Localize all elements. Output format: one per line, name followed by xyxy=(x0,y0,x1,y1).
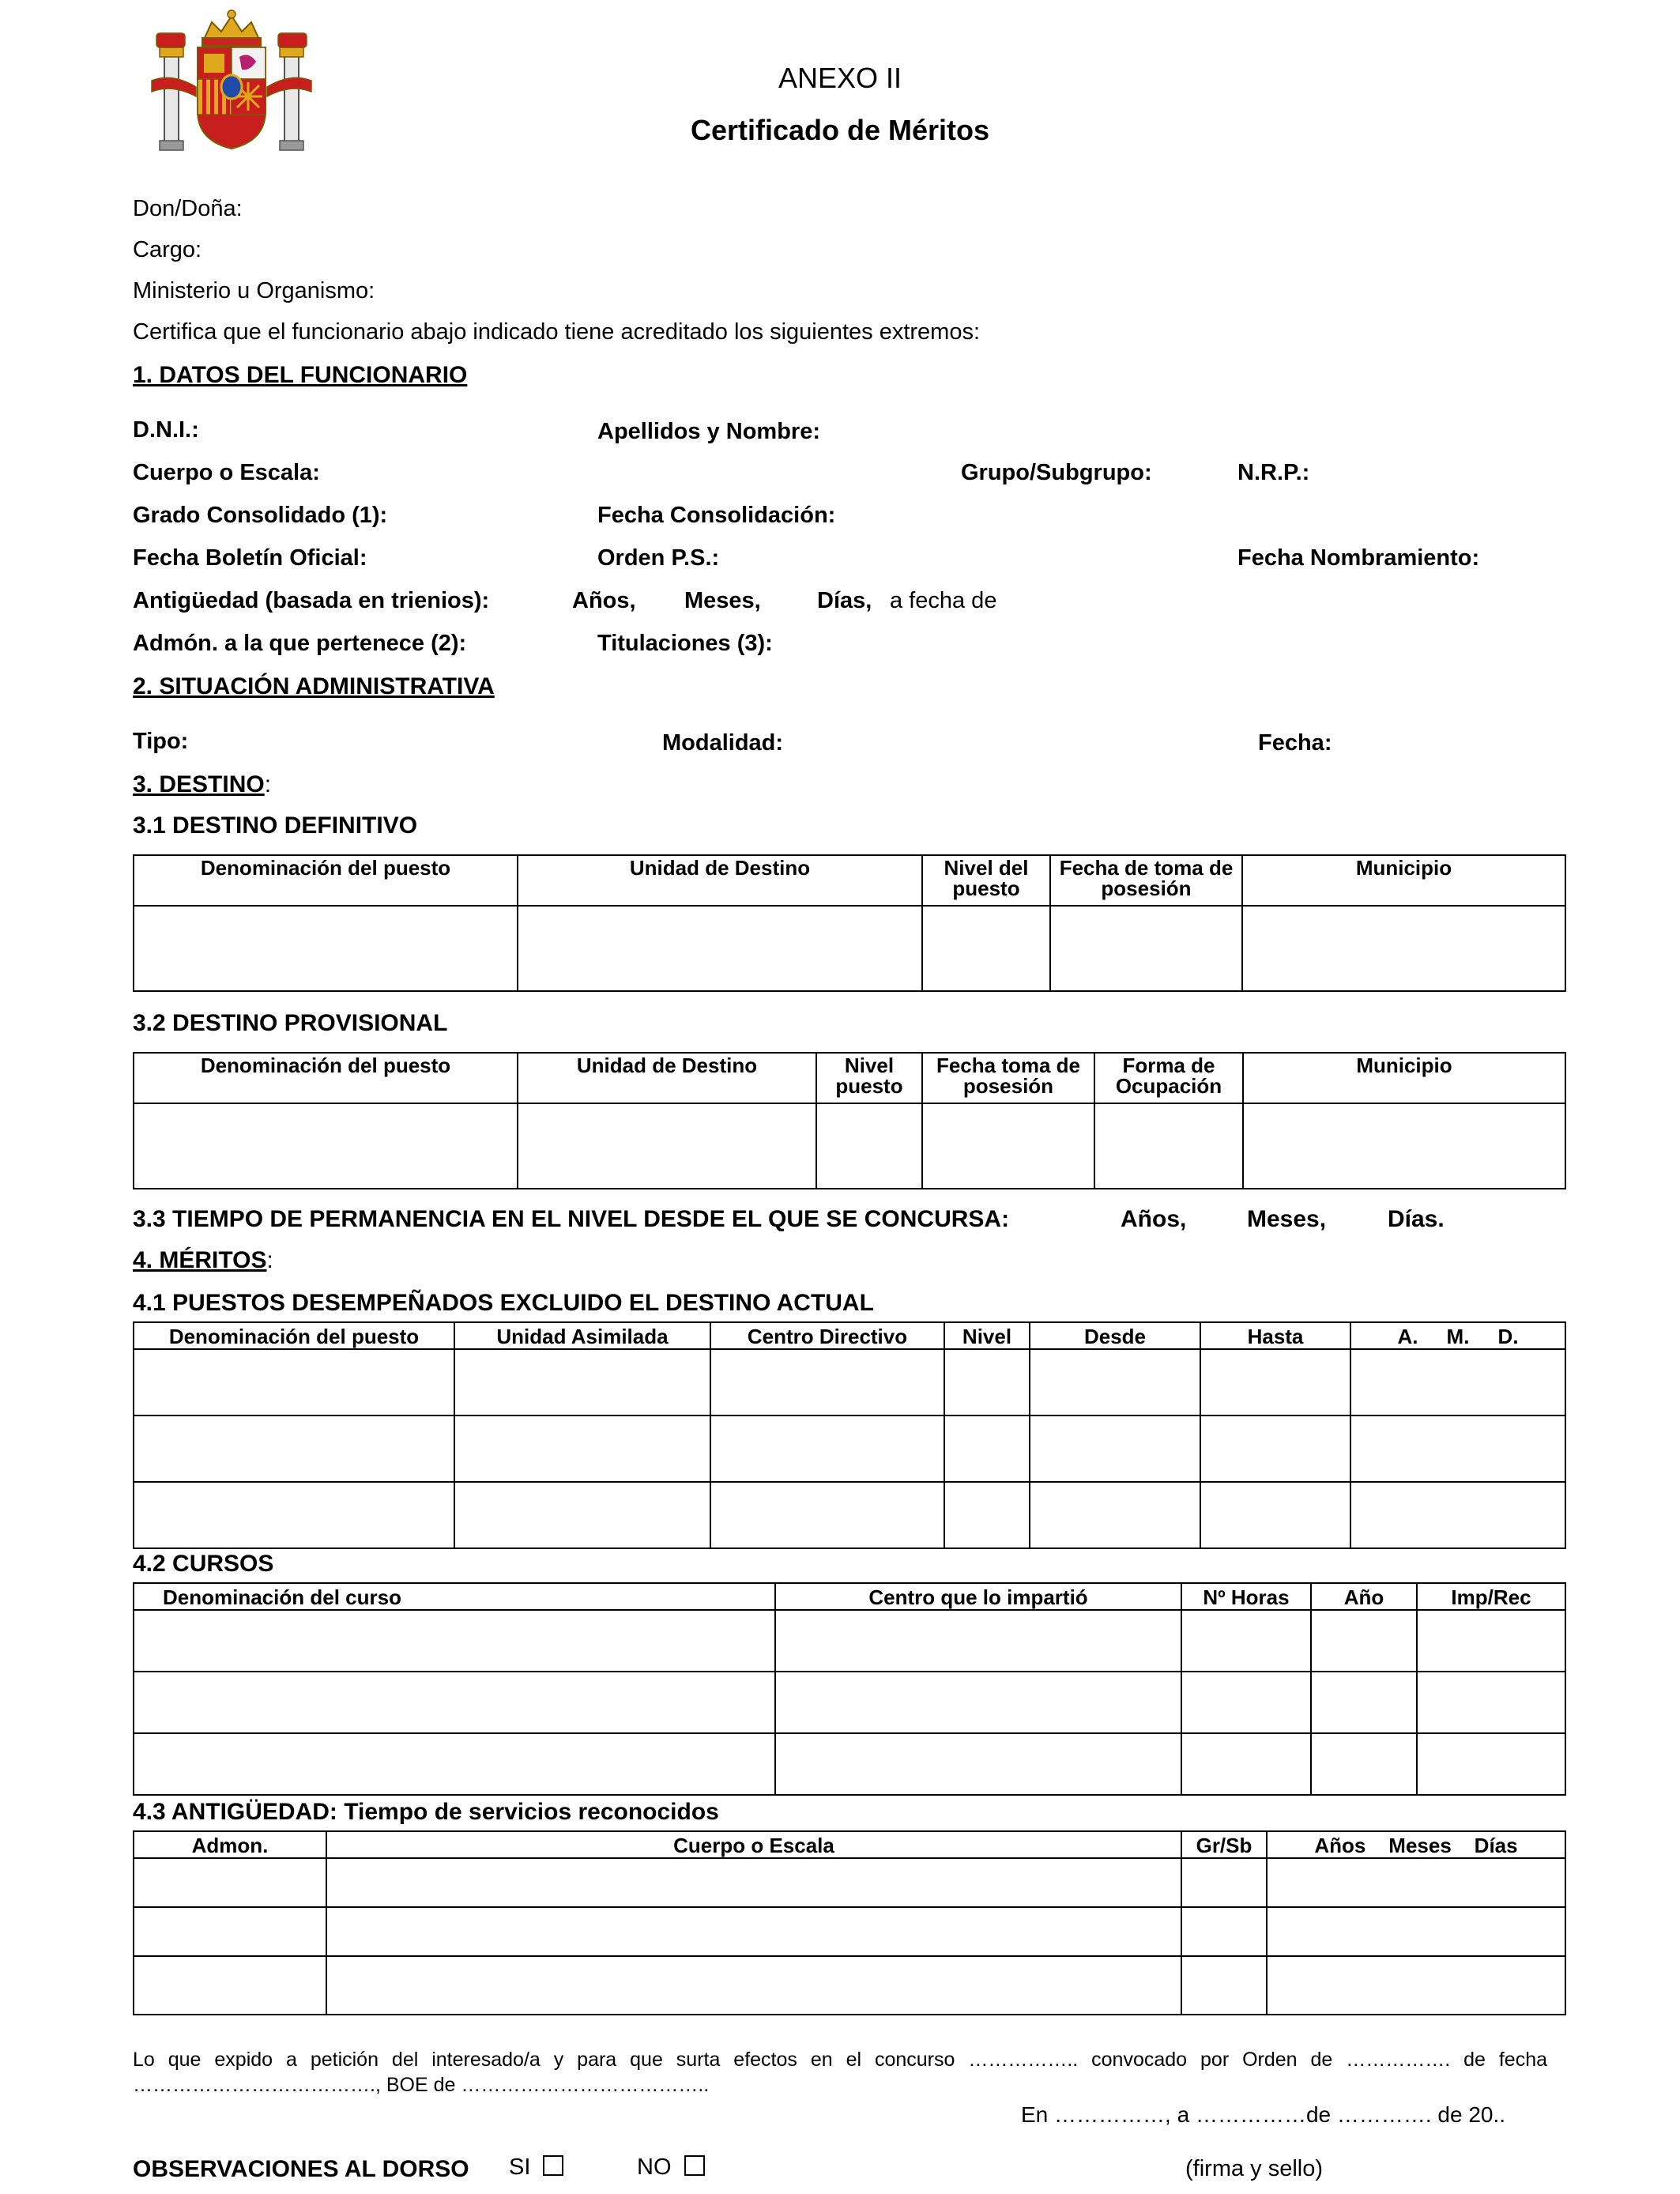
table-cell[interactable] xyxy=(454,1482,710,1548)
col-centro: Centro que lo impartió xyxy=(775,1583,1181,1610)
table-cell[interactable] xyxy=(518,1103,816,1189)
table-cell[interactable] xyxy=(775,1733,1181,1795)
section-4-1-title: 4.1 PUESTOS DESEMPEÑADOS EXCLUIDO EL DESTINO ACTUAL xyxy=(133,1290,874,1316)
table-cell[interactable] xyxy=(1200,1482,1350,1548)
table-cell[interactable] xyxy=(1181,1956,1267,2015)
table-cell[interactable] xyxy=(1030,1349,1200,1416)
col-fecha-toma: Fecha toma de posesión xyxy=(922,1053,1094,1103)
col-denominacion: Denominación del puesto xyxy=(134,1322,454,1349)
table-cell[interactable] xyxy=(134,1349,454,1416)
section-3-title xyxy=(133,771,271,798)
section-4-3-title-b: : Tiempo de servicios reconocidos xyxy=(329,1799,719,1825)
col-denominacion: Denominación del puesto xyxy=(134,1053,518,1103)
col-nivel: Nivel xyxy=(944,1322,1030,1349)
table-cell[interactable] xyxy=(1311,1733,1417,1795)
col-centro-directivo: Centro Directivo xyxy=(710,1322,944,1349)
table-cell[interactable] xyxy=(1417,1733,1565,1795)
col-nivel: Nivel del puesto xyxy=(922,855,1050,906)
table-cell[interactable] xyxy=(1311,1672,1417,1733)
col-unidad-asimilada: Unidad Asimilada xyxy=(454,1322,710,1349)
grado-label: Grado Consolidado (1): xyxy=(133,503,388,528)
table-cell[interactable] xyxy=(134,1482,454,1548)
table-cell[interactable] xyxy=(134,1610,775,1672)
destino-definitivo-table xyxy=(133,854,1566,992)
table-cell[interactable] xyxy=(710,1416,944,1482)
section-4-3-title xyxy=(133,1799,719,1826)
col-desde: Desde xyxy=(1030,1322,1200,1349)
fecha-nombramiento-label: Fecha Nombramiento: xyxy=(1237,545,1480,571)
antiguedad-table xyxy=(133,1830,1566,2015)
titulaciones-label: Titulaciones (3): xyxy=(597,631,773,656)
table-cell[interactable] xyxy=(1417,1610,1565,1672)
section-3-colon: : xyxy=(264,771,272,797)
cargo-label: Cargo: xyxy=(133,237,202,262)
table-cell[interactable] xyxy=(1267,1858,1565,1907)
observaciones-no xyxy=(637,2154,705,2181)
table-cell[interactable] xyxy=(944,1416,1030,1482)
col-unidad-destino: Unidad de Destino xyxy=(518,855,922,906)
firma-sello-label: (firma y sello) xyxy=(1185,2156,1324,2181)
si-checkbox[interactable] xyxy=(543,2155,563,2176)
col-amd: A. M. D. xyxy=(1350,1322,1565,1349)
col-gr-sb: Gr/Sb xyxy=(1181,1831,1267,1858)
section-4-colon: : xyxy=(266,1247,273,1273)
table-cell[interactable] xyxy=(1311,1610,1417,1672)
section-4-title-text: 4. MÉRITOS xyxy=(133,1247,267,1273)
section-2-title: 2. SITUACIÓN ADMINISTRATIVA xyxy=(133,673,495,699)
col-unidad-destino: Unidad de Destino xyxy=(518,1053,816,1103)
modalidad-label: Modalidad: xyxy=(662,730,784,756)
table-cell[interactable] xyxy=(710,1349,944,1416)
table-cell[interactable] xyxy=(1094,1103,1243,1189)
col-hasta: Hasta xyxy=(1200,1322,1350,1349)
permanencia-dias: Días. xyxy=(1388,1206,1445,1232)
table-cell[interactable] xyxy=(1350,1416,1565,1482)
table-cell[interactable] xyxy=(1267,1956,1565,2015)
nrp-label: N.R.P.: xyxy=(1237,460,1310,485)
table-cell[interactable] xyxy=(1030,1482,1200,1548)
closing-paragraph: Lo que expido a petición del interesado/a y para que surta efectos en el concurso …………….. convocado por Orden de ……………. de fecha ………………………………., BOE de ……………………………….. xyxy=(133,2049,1547,2096)
observaciones-si xyxy=(509,2154,563,2181)
table-cell[interactable] xyxy=(134,1103,518,1189)
table-cell[interactable] xyxy=(1417,1672,1565,1733)
cursos-table xyxy=(133,1582,1566,1796)
page-subtitle: Certificado de Méritos xyxy=(690,114,990,146)
table-cell[interactable] xyxy=(775,1610,1181,1672)
antiguedad-label: Antigüedad (basada en trienios): xyxy=(133,588,490,613)
destino-provisional-table xyxy=(133,1052,1566,1189)
table-cell[interactable] xyxy=(1181,1907,1267,1956)
section-3-2-title: 3.2 DESTINO PROVISIONAL xyxy=(133,1010,448,1036)
table-cell[interactable] xyxy=(454,1349,710,1416)
fecha-label: Fecha: xyxy=(1258,730,1332,756)
table-cell[interactable] xyxy=(134,1907,326,1956)
col-municipio: Municipio xyxy=(1242,855,1565,906)
table-cell[interactable] xyxy=(1030,1416,1200,1482)
col-forma-ocupacion: Forma de Ocupación xyxy=(1094,1053,1243,1103)
cuerpo-label: Cuerpo o Escala: xyxy=(133,460,320,485)
puestos-desempenados-table xyxy=(133,1321,1566,1549)
table-cell[interactable] xyxy=(134,1416,454,1482)
tipo-label: Tipo: xyxy=(133,729,189,754)
col-municipio: Municipio xyxy=(1243,1053,1565,1103)
antiguedad-dias: Días, xyxy=(817,588,872,613)
table-cell[interactable] xyxy=(1350,1482,1565,1548)
table-cell[interactable] xyxy=(944,1482,1030,1548)
table-cell[interactable] xyxy=(1181,1733,1311,1795)
col-anos-meses-dias: Años Meses Días xyxy=(1267,1831,1565,1858)
table-cell[interactable] xyxy=(134,1858,326,1907)
col-nivel: Nivel puesto xyxy=(816,1053,922,1103)
table-cell[interactable] xyxy=(944,1349,1030,1416)
section-3-title-text: 3. DESTINO xyxy=(133,771,265,797)
col-cuerpo-escala: Cuerpo o Escala xyxy=(326,1831,1181,1858)
section-3-1-title: 3.1 DESTINO DEFINITIVO xyxy=(133,812,418,839)
certifica-text: Certifica que el funcionario abajo indicado tiene acreditado los siguientes extremos: xyxy=(133,319,981,345)
table-cell[interactable] xyxy=(922,1103,1094,1189)
no-checkbox[interactable] xyxy=(684,2155,705,2176)
admon-label: Admón. a la que pertenece (2): xyxy=(133,631,467,656)
grupo-label: Grupo/Subgrupo: xyxy=(961,460,1152,485)
table-cell[interactable] xyxy=(1350,1349,1565,1416)
antiguedad-anos: Años, xyxy=(572,588,636,613)
don-dona-label: Don/Doña: xyxy=(133,196,243,221)
table-cell[interactable] xyxy=(134,1733,775,1795)
table-cell[interactable] xyxy=(1181,1672,1311,1733)
dni-label: D.N.I.: xyxy=(133,417,199,443)
col-denominacion: Denominación del puesto xyxy=(134,855,518,906)
fecha-boletin-label: Fecha Boletín Oficial: xyxy=(133,545,367,571)
table-cell[interactable] xyxy=(1267,1907,1565,1956)
observaciones-label: OBSERVACIONES AL DORSO xyxy=(133,2156,469,2182)
col-ano: Año xyxy=(1311,1583,1417,1610)
col-imp-rec: Imp/Rec xyxy=(1417,1583,1565,1610)
si-label: SI xyxy=(509,2154,531,2180)
table-cell[interactable] xyxy=(326,1956,1181,2015)
section-4-title xyxy=(133,1247,273,1274)
ministerio-label: Ministerio u Organismo: xyxy=(133,278,375,303)
antiguedad-meses: Meses, xyxy=(684,588,761,613)
table-cell[interactable] xyxy=(454,1416,710,1482)
permanencia-anos: Años, xyxy=(1121,1206,1187,1232)
section-4-3-title-a: 4.3 ANTIGÜEDAD xyxy=(133,1799,330,1825)
table-cell[interactable] xyxy=(1050,906,1242,991)
table-cell[interactable] xyxy=(1243,1103,1565,1189)
place-date-line: En ……………, a ……………de …………. de 20.. xyxy=(1021,2102,1506,2127)
section-4-2-title: 4.2 CURSOS xyxy=(133,1551,274,1577)
table-cell[interactable] xyxy=(134,1672,775,1733)
col-horas: Nº Horas xyxy=(1181,1583,1311,1610)
page-title: ANEXO II xyxy=(778,62,902,94)
table-cell[interactable] xyxy=(710,1482,944,1548)
no-label: NO xyxy=(637,2154,672,2180)
section-1-title: 1. DATOS DEL FUNCIONARIO xyxy=(133,362,468,388)
table-cell[interactable] xyxy=(1200,1416,1350,1482)
table-cell[interactable] xyxy=(134,1956,326,2015)
col-admon: Admon. xyxy=(134,1831,326,1858)
orden-label: Orden P.S.: xyxy=(597,545,720,571)
antiguedad-a-fecha: a fecha de xyxy=(890,588,997,613)
table-cell[interactable] xyxy=(1242,906,1565,991)
table-cell[interactable] xyxy=(134,906,518,991)
table-cell[interactable] xyxy=(1200,1349,1350,1416)
col-denominacion-curso: Denominación del curso xyxy=(134,1583,775,1610)
table-cell[interactable] xyxy=(326,1907,1181,1956)
apellidos-label: Apellidos y Nombre: xyxy=(597,419,820,444)
col-fecha-toma: Fecha de toma de posesión xyxy=(1050,855,1242,906)
table-cell[interactable] xyxy=(518,906,922,991)
section-3-3-title: 3.3 TIEMPO DE PERMANENCIA EN EL NIVEL DESDE EL QUE SE CONCURSA: xyxy=(133,1206,1010,1232)
fecha-consolidacion-label: Fecha Consolidación: xyxy=(597,503,836,528)
table-cell[interactable] xyxy=(922,906,1050,991)
permanencia-meses: Meses, xyxy=(1247,1206,1327,1232)
table-cell[interactable] xyxy=(775,1672,1181,1733)
table-cell[interactable] xyxy=(1181,1610,1311,1672)
table-cell[interactable] xyxy=(1181,1858,1267,1907)
table-cell[interactable] xyxy=(816,1103,922,1189)
table-cell[interactable] xyxy=(326,1858,1181,1907)
